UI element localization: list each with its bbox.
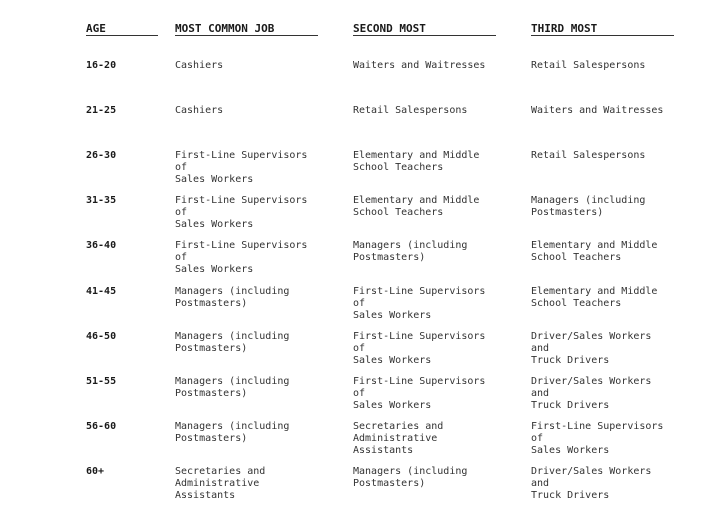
age-cell: 26-30 [86, 150, 117, 161]
age-cell: 41-45 [86, 286, 117, 297]
second-most-cell: First-Line Supervisors of Sales Workers [353, 286, 486, 321]
third-most-cell: Driver/Sales Workers and Truck Drivers [531, 331, 652, 366]
age-cell: 16-20 [86, 60, 117, 71]
age-cell: 60+ [86, 466, 105, 477]
most-common-job-cell: First-Line Supervisors of Sales Workers [175, 150, 308, 185]
most-common-job-cell: Managers (including Postmasters) [175, 421, 290, 444]
second-most-cell: First-Line Supervisors of Sales Workers [353, 331, 486, 366]
age-cell: 36-40 [86, 240, 117, 251]
age-cell: 21-25 [86, 105, 117, 116]
second-most-cell: Retail Salespersons [353, 105, 468, 116]
third-most-cell: Retail Salespersons [531, 150, 646, 161]
table-row [0, 466, 714, 501]
most-common-job-cell: Managers (including Postmasters) [175, 286, 290, 309]
table-row [0, 240, 714, 275]
header-most-common-job: MOST COMMON JOB [175, 22, 318, 36]
third-most-cell: Driver/Sales Workers and Truck Drivers [531, 466, 652, 501]
third-most-cell: Managers (including Postmasters) [531, 195, 646, 218]
most-common-job-cell: Managers (including Postmasters) [175, 376, 290, 399]
most-common-job-cell: Secretaries and Administrative Assistants [175, 466, 266, 501]
age-cell: 51-55 [86, 376, 117, 387]
age-cell: 46-50 [86, 331, 117, 342]
second-most-cell: First-Line Supervisors of Sales Workers [353, 376, 486, 411]
third-most-cell: Retail Salespersons [531, 60, 646, 71]
table-row [0, 105, 714, 135]
header-age: AGE [86, 22, 158, 36]
table-row [0, 150, 714, 185]
second-most-cell: Managers (including Postmasters) [353, 240, 468, 263]
third-most-cell: Elementary and Middle School Teachers [531, 240, 658, 263]
second-most-cell: Managers (including Postmasters) [353, 466, 468, 489]
header-second-most: SECOND MOST [353, 22, 496, 36]
age-cell: 56-60 [86, 421, 117, 432]
second-most-cell: Waiters and Waitresses [353, 60, 486, 71]
second-most-cell: Elementary and Middle School Teachers [353, 150, 480, 173]
table-row [0, 376, 714, 411]
table-row [0, 421, 714, 456]
table-row [0, 286, 714, 321]
age-cell: 31-35 [86, 195, 117, 206]
most-common-job-cell: Cashiers [175, 60, 224, 71]
most-common-job-cell: First-Line Supervisors of Sales Workers [175, 240, 308, 275]
second-most-cell: Secretaries and Administrative Assistants [353, 421, 444, 456]
table-row [0, 60, 714, 90]
third-most-cell: First-Line Supervisors of Sales Workers [531, 421, 664, 456]
most-common-job-cell: Managers (including Postmasters) [175, 331, 290, 354]
most-common-job-cell: First-Line Supervisors of Sales Workers [175, 195, 308, 230]
third-most-cell: Elementary and Middle School Teachers [531, 286, 658, 309]
second-most-cell: Elementary and Middle School Teachers [353, 195, 480, 218]
third-most-cell: Waiters and Waitresses [531, 105, 664, 116]
most-common-job-cell: Cashiers [175, 105, 224, 116]
table-row [0, 331, 714, 366]
third-most-cell: Driver/Sales Workers and Truck Drivers [531, 376, 652, 411]
header-third-most: THIRD MOST [531, 22, 674, 36]
table-row [0, 195, 714, 230]
